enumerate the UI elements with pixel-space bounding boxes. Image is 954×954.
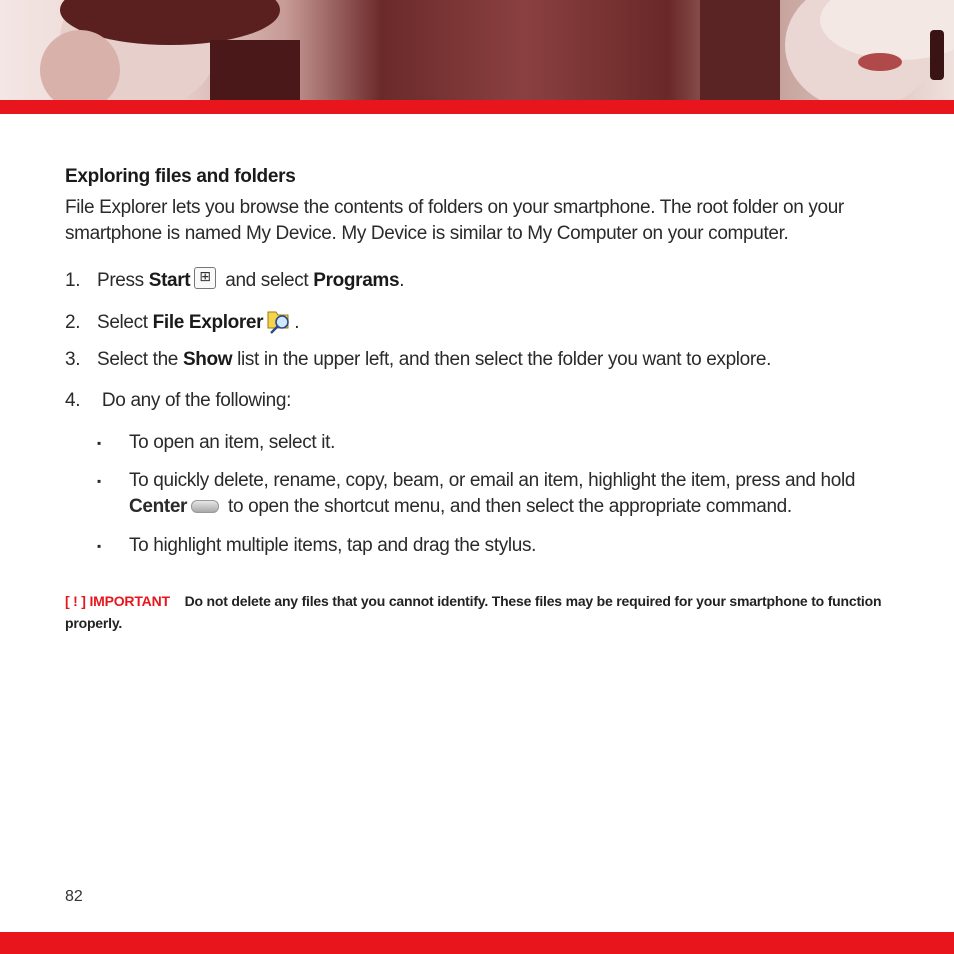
- step-1: 1. Press Start⊞ and select Programs.: [65, 267, 404, 292]
- header-photo: [0, 0, 954, 100]
- intro-paragraph: File Explorer lets you browse the contents of folders on your smartphone. The root folder on your smartphone is named My Device. My Device is similar to My Computer on your computer.: [65, 197, 844, 244]
- header-accent-bar: [0, 100, 954, 114]
- bullet-marker: ▪: [97, 474, 101, 488]
- section-title: Exploring files and folders: [65, 166, 296, 187]
- windows-start-icon: [194, 267, 216, 289]
- couple-with-phones-photo: [0, 0, 954, 100]
- page-number: 82: [65, 888, 83, 905]
- center-button-icon: [191, 500, 219, 513]
- bullet-marker: ▪: [97, 436, 101, 450]
- step-3: 3. Select the Show list in the upper left, and then select the folder you want to explore.: [65, 349, 772, 370]
- bullet-marker: ▪: [97, 539, 101, 553]
- important-note: [ ! ] IMPORTANT Do not delete any files that you cannot identify. These files may be required for your smartphone to function properly.: [65, 593, 882, 631]
- footer-accent-bar: [0, 932, 954, 954]
- file-explorer-icon: [266, 308, 294, 334]
- step-4: 4. Do any of the following:: [65, 390, 292, 411]
- important-tag: [ ! ] IMPORTANT: [65, 593, 170, 609]
- step-2: 2. Select File Explorer .: [65, 308, 299, 334]
